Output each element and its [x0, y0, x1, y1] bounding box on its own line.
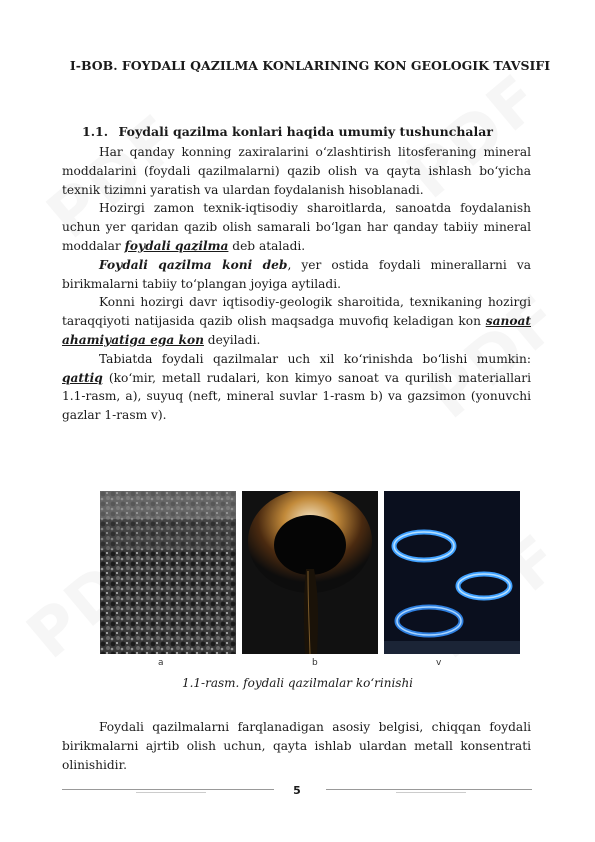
- paragraph: [62, 350, 531, 425]
- footer-rule: [396, 792, 466, 793]
- section-title: Foydali qazilma konlari haqida umumiy tushunchalar: [118, 124, 493, 139]
- text-run: Konni hozirgi davr iqtisodiy-geologik sharoitida, texnikaning hozirgi taraqqiyoti natijasida qazib olish maqsadga muvofiq keladigan kon: [62, 295, 531, 329]
- term-highlight: qattiq: [62, 370, 103, 385]
- body-text: [62, 143, 531, 425]
- figure-label: b: [312, 658, 318, 668]
- coal-pile-image: [100, 491, 236, 654]
- text-run: (ko‘mir, metall rudalari, kon kimyo sanoat va qurilish materiallari 1.1-rasm, a), suyuq (neft, mineral suvlar 1-rasm b) va gazsimon (yonuvchi gazlar 1-rasm v).: [62, 370, 531, 423]
- figure-label: v: [436, 658, 442, 668]
- section-number: 1.1.: [82, 124, 109, 139]
- figure-caption: 1.1-rasm. foydali qazilmalar ko‘rinishi: [181, 676, 414, 690]
- paragraph: Har qanday konning zaxiralarini o‘zlashtirish litosferaning mineral moddalarini (foydali qazilmalarni) qazib olish va qayta ishlash bo‘yicha texnik tizimni yaratish va ulardan foydalanish hisoblanadi.: [62, 145, 531, 197]
- text-run: deb ataladi.: [228, 238, 306, 253]
- footer-rule: [136, 792, 206, 793]
- term-highlight: foydali qazilma: [124, 238, 229, 253]
- text-run: Hozirgi zamon texnik-iqtisodiy sharoitlarda, sanoatda foydalanish uchun yer qaridan qazib olish samarali bo‘lgan har qanday tabiiy mineral moddalar: [62, 201, 531, 253]
- figure-label: a: [158, 658, 164, 668]
- term-highlight: sanoat ahamiyatiga ega kon: [62, 314, 531, 347]
- term-highlight: Foydali qazilma koni deb: [99, 257, 288, 272]
- text-run: Tabiatda foydali qazilmalar uch xil ko‘rinishda bo‘lishi mumkin:: [99, 351, 531, 366]
- paragraph: [62, 293, 531, 349]
- paragraph: Foydali qazilmalarni farqlanadigan asosiy belgisi, chiqqan foydali birikmalarni ajrtib olish uchun, qayta ishlab ulardan metall konsentrati olinishidir.: [62, 720, 531, 772]
- chapter-title: I-BOB. FOYDALI QAZILMA KONLARINING KON GEOLOGIK TAVSIFI: [69, 58, 551, 73]
- body-text: [62, 718, 531, 774]
- footer-rule: [326, 789, 532, 790]
- paragraph: [62, 199, 531, 255]
- page-number: 5: [293, 784, 301, 797]
- text-run: deyiladi.: [203, 332, 261, 347]
- figure-images: [100, 491, 520, 654]
- gas-flame-image: [384, 491, 520, 654]
- paragraph: [62, 256, 531, 294]
- text-run: , yer ostida foydali minerallarni va birikmalarni tabiiy to‘plangan joyiga aytiladi.: [62, 257, 531, 291]
- section-heading: [82, 124, 493, 139]
- oil-pipe-image: [242, 491, 378, 654]
- footer-rule: [62, 789, 274, 790]
